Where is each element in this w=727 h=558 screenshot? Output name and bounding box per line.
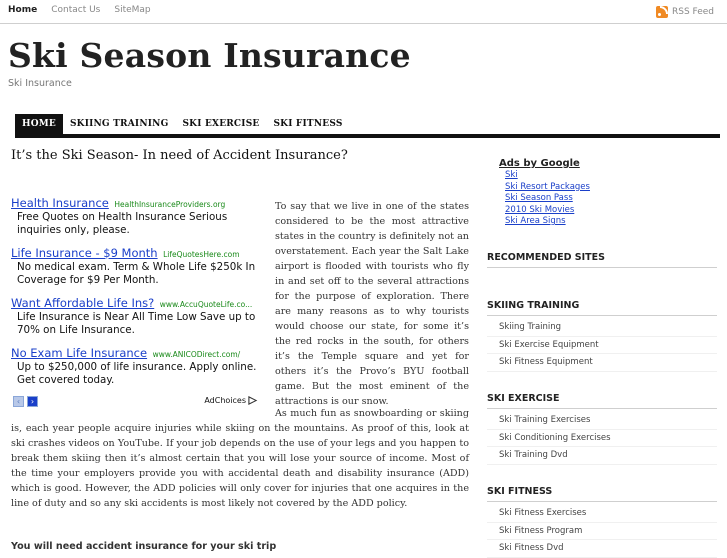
main-nav-items	[15, 114, 720, 134]
ad-block	[11, 196, 264, 410]
ad-item[interactable]	[11, 196, 264, 236]
widget-link[interactable]: Ski Fitness Equipment	[487, 354, 717, 372]
chevron-right-icon: ›	[30, 397, 35, 406]
ad-head	[11, 346, 264, 360]
ad-link[interactable]: Ski Season Pass	[505, 193, 573, 203]
ad-url[interactable]: www.ANICODirect.com/	[152, 350, 241, 359]
ad-link-item	[499, 193, 699, 205]
ad-links-list	[499, 170, 699, 228]
ads-by-google-title[interactable]: Ads by Google	[499, 158, 580, 169]
ad-body: Free Quotes on Health Insurance Serious inquiries only, please.	[17, 211, 228, 236]
widget-title-skiing-training: SKIING TRAINING	[487, 300, 717, 316]
ad-body: Up to $250,000 of life insurance. Apply online. Get covered today.	[17, 361, 257, 386]
widget-link[interactable]: Ski Fitness Dvd	[487, 540, 717, 558]
nav-item-home[interactable]: HOME	[15, 114, 63, 134]
widget-link[interactable]: Ski Fitness Exercises	[487, 505, 717, 523]
ad-title-link[interactable]: Life Insurance - $9 Month	[11, 246, 158, 260]
sidebar-ad-links	[499, 158, 699, 228]
post-title[interactable]: It’s the Ski Season- In need of Accident Insurance?	[11, 148, 348, 163]
ad-head	[11, 196, 264, 210]
ad-link[interactable]: Ski Resort Packages	[505, 181, 590, 192]
ad-head	[11, 296, 264, 310]
ad-controls	[11, 396, 264, 408]
widget-list-ski-exercise	[487, 412, 717, 465]
post-paragraph-2: As much fun as snowboarding or skiing is, each year people acquire injuries while skiing on the mountains. As proof of this, look at ski crashes videos on YouTube. If your job depends on the use of your legs and you happen to break them skiing then it’s almost certain that you will lose your source of income. Most of the time your employers provide you with accidental death and disability insurance (ADD) which is good. However, the ADD policies will only cover for injuries that one acquires in the line of duty and so any ski accidents is most likely not covered by the ADD policy.	[11, 408, 469, 509]
ad-link[interactable]: 2010 Ski Movies	[505, 204, 575, 215]
ad-item[interactable]	[11, 346, 264, 386]
widget-link[interactable]: Ski Training Dvd	[487, 447, 717, 465]
ad-link-item	[499, 170, 699, 182]
adchoices-link[interactable]	[204, 396, 257, 405]
site-tagline: Ski Insurance	[8, 78, 72, 89]
widget-title-recommended-sites: RECOMMENDED SITES	[487, 252, 717, 268]
ad-head	[11, 246, 264, 260]
ad-body: Life Insurance is Near All Time Low Save up to 70% on Life Insurance.	[17, 311, 256, 336]
ad-prev-button[interactable]	[13, 396, 24, 407]
ad-next-button[interactable]	[27, 396, 38, 407]
widget-list-skiing-training	[487, 319, 717, 372]
widget-link[interactable]: Skiing Training	[487, 319, 717, 337]
widget-title-ski-exercise: SKI EXERCISE	[487, 393, 717, 409]
ad-item[interactable]	[11, 296, 264, 336]
ad-body: No medical exam. Term & Whole Life $250k In Coverage for $9 Per Month.	[17, 261, 256, 286]
widget-link[interactable]: Ski Conditioning Exercises	[487, 430, 717, 448]
nav-item-ski-fitness[interactable]: SKI FITNESS	[273, 119, 343, 129]
widget-list-ski-fitness	[487, 505, 717, 558]
rss-icon	[656, 6, 668, 18]
ad-link[interactable]: Ski	[505, 170, 518, 180]
widget-link[interactable]: Ski Exercise Equipment	[487, 337, 717, 355]
ad-link-item	[499, 216, 699, 228]
top-link-sitemap[interactable]: SiteMap	[114, 5, 151, 15]
chevron-left-icon: ‹	[16, 397, 21, 406]
top-navigation	[0, 0, 727, 24]
site-title[interactable]: Ski Season Insurance	[8, 36, 411, 75]
ad-title-link[interactable]: No Exam Life Insurance	[11, 346, 148, 360]
top-link-contact-us[interactable]: Contact Us	[51, 5, 101, 15]
post-paragraph-1: To say that we live in one of the states considered to be the most attractive states in the country is definitely not an overstatement. Each year the Salt Lake airport is flooded with tourists who fly in and set off to the several attractions for the purpose of exploration. There are many reasons as to why tourists would choose our state, for some it’s the red rocks in the south, for others it’s the Temple square and yet for others it’s the Provo’s BYU football game. But the most eminent of the attractions is our snow.	[275, 201, 469, 407]
ad-url[interactable]: www.AccuQuoteLife.co...	[159, 300, 253, 309]
nav-item-ski-exercise[interactable]: SKI EXERCISE	[182, 119, 260, 129]
nav-bottom-bar	[15, 134, 720, 138]
widget-link[interactable]: Ski Training Exercises	[487, 412, 717, 430]
ad-title-link[interactable]: Health Insurance	[11, 196, 109, 210]
ad-url[interactable]: HealthInsuranceProviders.org	[114, 200, 226, 209]
post-paragraph-3: You will need accident insurance for your ski trip	[11, 541, 277, 552]
top-link-home[interactable]: Home	[8, 5, 38, 15]
top-links	[8, 5, 165, 15]
main-navigation	[15, 114, 720, 136]
nav-item-skiing-training[interactable]: SKIING TRAINING	[69, 119, 169, 129]
ad-link[interactable]: Ski Area Signs	[505, 216, 566, 226]
widget-link[interactable]: Ski Fitness Program	[487, 523, 717, 541]
adchoices-icon	[248, 396, 257, 405]
ad-title-link[interactable]: Want Affordable Life Ins?	[11, 296, 155, 310]
ad-item[interactable]	[11, 246, 264, 286]
ad-link-item	[499, 182, 699, 194]
ad-link-item	[499, 205, 699, 217]
rss-feed-link[interactable]	[656, 6, 714, 18]
rss-feed-label: RSS Feed	[671, 7, 714, 17]
widget-title-ski-fitness: SKI FITNESS	[487, 486, 717, 502]
adchoices-label: AdChoices	[204, 396, 246, 405]
ad-url[interactable]: LifeQuotesHere.com	[163, 250, 240, 259]
